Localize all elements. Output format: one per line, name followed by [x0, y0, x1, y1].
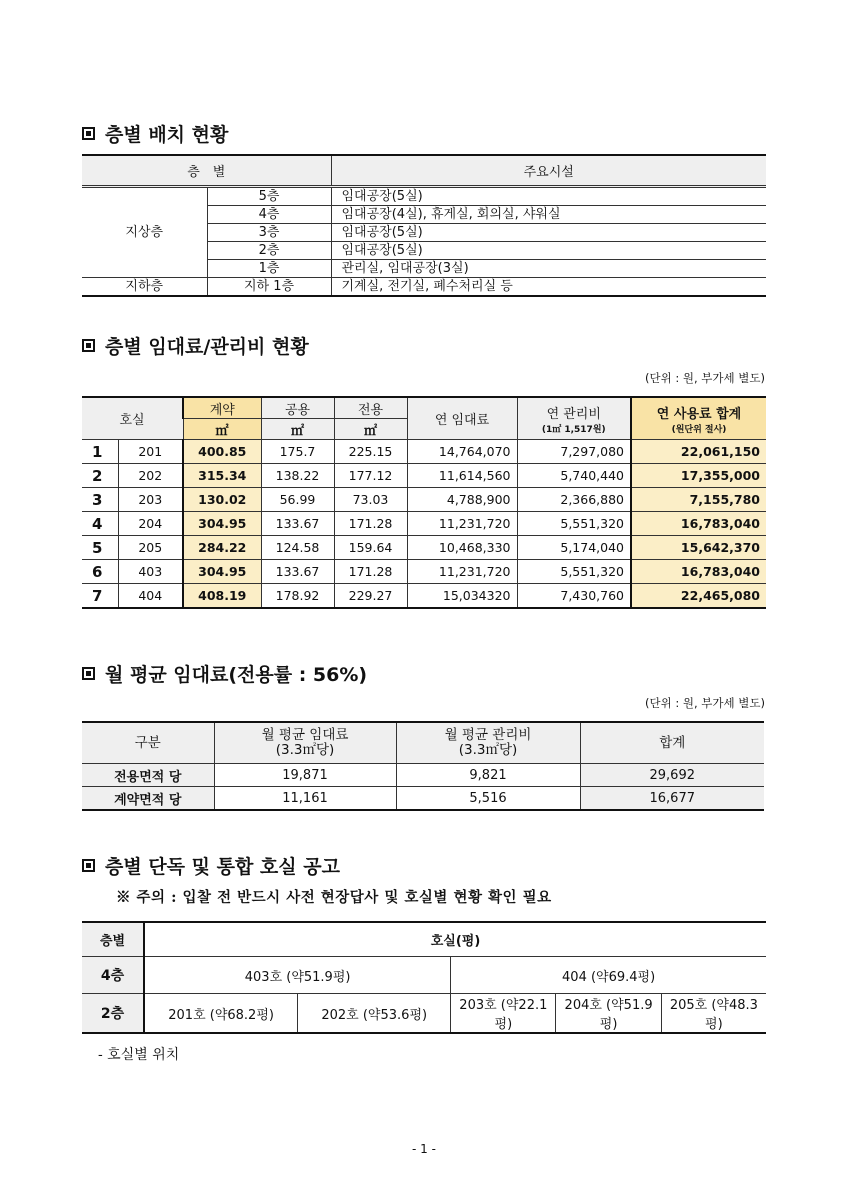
- annual-total-cell: 7,155,780: [631, 488, 766, 512]
- header-category: 구분: [82, 722, 214, 764]
- exclusive-area-cell: 159.64: [334, 536, 407, 560]
- unit-note: (단위 : 원, 부가세 별도): [645, 696, 765, 710]
- room-cell: 404 (약69.4평): [451, 957, 766, 994]
- floor-layout-table: [82, 154, 766, 297]
- section-title-average: [82, 660, 367, 687]
- common-area-cell: 138.22: [261, 464, 334, 488]
- exclusive-area-cell: 225.15: [334, 440, 407, 464]
- facility-cell: 임대공장(5실): [331, 187, 766, 206]
- row-number: 6: [82, 560, 118, 584]
- section-title-text: 층별 단독 및 통합 호실 공고: [105, 856, 340, 878]
- header-total-label: 연 사용료 합계: [656, 406, 742, 422]
- annual-total-cell: 22,465,080: [631, 584, 766, 609]
- annual-rent-cell: 15,034320: [407, 584, 517, 609]
- room-cell: 203호 (약22.1평): [451, 994, 556, 1034]
- unit-contract: ㎡: [183, 419, 261, 440]
- table-row: [82, 187, 766, 206]
- table-row: [82, 560, 766, 584]
- common-area-cell: 56.99: [261, 488, 334, 512]
- common-area-cell: 133.67: [261, 512, 334, 536]
- annual-rent-cell: 4,788,900: [407, 488, 517, 512]
- header-total-sub: (원단위 절사): [671, 424, 727, 435]
- above-ground-label: 지상층: [82, 187, 207, 278]
- row-label: 전용면적 당: [82, 764, 214, 787]
- floor-cell: 4층: [207, 206, 331, 224]
- section-title-notice: [82, 852, 340, 879]
- contract-area-cell: 400.85: [183, 440, 261, 464]
- facility-cell: 임대공장(5실): [331, 224, 766, 242]
- table-row: [82, 994, 766, 1034]
- header-sum: 합계: [580, 722, 764, 764]
- floor-cell: 지하 1층: [207, 278, 331, 297]
- floor-label: 2층: [82, 994, 144, 1034]
- average-table: [82, 721, 764, 811]
- annual-total-cell: 22,061,150: [631, 440, 766, 464]
- floor-cell: 5층: [207, 187, 331, 206]
- annual-rent-cell: 10,468,330: [407, 536, 517, 560]
- page-number: - 1 -: [412, 1142, 436, 1156]
- facility-cell: 기계실, 전기실, 폐수처리실 등: [331, 278, 766, 297]
- rent-table-body: [82, 440, 766, 609]
- room-cell: 201호 (약68.2평): [144, 994, 298, 1034]
- table-row: [82, 440, 766, 464]
- header-floor: 층 별: [82, 155, 331, 187]
- common-area-cell: 133.67: [261, 560, 334, 584]
- room-location-caption: - 호실별 위치: [98, 1047, 180, 1063]
- table-row: [82, 512, 766, 536]
- annual-mgmt-cell: 5,174,040: [517, 536, 631, 560]
- annual-total-cell: 16,783,040: [631, 512, 766, 536]
- header-avg-mgmt-line2: (3.3㎡당): [458, 742, 518, 758]
- row-label: 계약면적 당: [82, 787, 214, 811]
- header-contract: 계약: [183, 397, 261, 419]
- row-number: 2: [82, 464, 118, 488]
- floor-label: 4층: [82, 957, 144, 994]
- annual-rent-cell: 14,764,070: [407, 440, 517, 464]
- floor-cell: 3층: [207, 224, 331, 242]
- contract-area-cell: 304.95: [183, 560, 261, 584]
- row-number: 1: [82, 440, 118, 464]
- room-cell: 403: [118, 560, 183, 584]
- table-row: [82, 488, 766, 512]
- annual-mgmt-cell: 5,551,320: [517, 560, 631, 584]
- exclusive-area-cell: 171.28: [334, 512, 407, 536]
- avg-rent-cell: 11,161: [214, 787, 396, 811]
- room-cell: 201: [118, 440, 183, 464]
- header-avg-rent: [214, 722, 396, 764]
- annual-mgmt-cell: 2,366,880: [517, 488, 631, 512]
- annual-rent-cell: 11,231,720: [407, 560, 517, 584]
- header-room: 호실(평): [144, 922, 766, 957]
- floor-cell: 1층: [207, 260, 331, 278]
- row-number: 5: [82, 536, 118, 560]
- row-number: 7: [82, 584, 118, 609]
- contract-area-cell: 130.02: [183, 488, 261, 512]
- table-row: [82, 536, 766, 560]
- row-number: 3: [82, 488, 118, 512]
- table-row: [82, 464, 766, 488]
- facility-cell: 임대공장(5실): [331, 242, 766, 260]
- header-floor: 층별: [82, 922, 144, 957]
- annual-mgmt-cell: 7,430,760: [517, 584, 631, 609]
- room-cell: 205: [118, 536, 183, 560]
- avg-mgmt-cell: 5,516: [396, 787, 580, 811]
- annual-rent-cell: 11,614,560: [407, 464, 517, 488]
- facility-cell: 임대공장(4실), 휴게실, 회의실, 샤워실: [331, 206, 766, 224]
- table-header-row: [82, 722, 764, 764]
- table-row: [82, 764, 764, 787]
- header-total: [631, 397, 766, 440]
- common-area-cell: 124.58: [261, 536, 334, 560]
- avg-mgmt-cell: 9,821: [396, 764, 580, 787]
- square-bullet-icon: [82, 127, 95, 140]
- header-avg-mgmt-line1: 월 평균 관리비: [444, 727, 532, 743]
- annual-mgmt-cell: 5,551,320: [517, 512, 631, 536]
- table-header-row: [82, 922, 766, 957]
- room-cell: 204: [118, 512, 183, 536]
- section-title-text: 층별 임대료/관리비 현황: [105, 336, 309, 358]
- table-row: [82, 787, 764, 811]
- exclusive-area-cell: 177.12: [334, 464, 407, 488]
- annual-total-cell: 17,355,000: [631, 464, 766, 488]
- square-bullet-icon: [82, 667, 95, 680]
- table-header-row: [82, 155, 766, 187]
- facility-cell: 관리실, 임대공장(3실): [331, 260, 766, 278]
- square-bullet-icon: [82, 339, 95, 352]
- room-cell: 202: [118, 464, 183, 488]
- square-bullet-icon: [82, 859, 95, 872]
- header-room: 호실: [82, 397, 183, 440]
- avg-rent-cell: 19,871: [214, 764, 396, 787]
- row-number: 4: [82, 512, 118, 536]
- annual-mgmt-cell: 7,297,080: [517, 440, 631, 464]
- contract-area-cell: 304.95: [183, 512, 261, 536]
- annual-total-cell: 15,642,370: [631, 536, 766, 560]
- contract-area-cell: 284.22: [183, 536, 261, 560]
- room-cell: 202호 (약53.6평): [298, 994, 451, 1034]
- table-row: [82, 957, 766, 994]
- exclusive-area-cell: 229.27: [334, 584, 407, 609]
- section-title-rent: [82, 332, 309, 359]
- room-cell: 403호 (약51.9평): [144, 957, 451, 994]
- annual-mgmt-cell: 5,740,440: [517, 464, 631, 488]
- room-notice-table: [82, 921, 766, 1034]
- avg-sum-cell: 29,692: [580, 764, 764, 787]
- common-area-cell: 178.92: [261, 584, 334, 609]
- caution-note: ※ 주의 : 입찰 전 반드시 사전 현장답사 및 호실별 현황 확인 필요: [116, 889, 552, 906]
- header-avg-mgmt: [396, 722, 580, 764]
- rent-table: [82, 396, 766, 609]
- avg-sum-cell: 16,677: [580, 787, 764, 811]
- section-title-floor-layout: [82, 120, 228, 147]
- contract-area-cell: 408.19: [183, 584, 261, 609]
- header-avg-rent-line1: 월 평균 임대료: [261, 727, 349, 743]
- unit-exclusive: ㎡: [334, 419, 407, 440]
- table-row: [82, 584, 766, 609]
- unit-note: (단위 : 원, 부가세 별도): [645, 371, 765, 385]
- common-area-cell: 175.7: [261, 440, 334, 464]
- table-row: [82, 278, 766, 297]
- room-cell: 204호 (약51.9평): [556, 994, 661, 1034]
- annual-rent-cell: 11,231,720: [407, 512, 517, 536]
- header-facility: 주요시설: [331, 155, 766, 187]
- underground-label: 지하층: [82, 278, 207, 297]
- exclusive-area-cell: 73.03: [334, 488, 407, 512]
- room-cell: 203: [118, 488, 183, 512]
- header-annual-mgmt: [517, 397, 631, 440]
- annual-total-cell: 16,783,040: [631, 560, 766, 584]
- unit-common: ㎡: [261, 419, 334, 440]
- header-common: 공용: [261, 397, 334, 419]
- header-annual-rent: 연 임대료: [407, 397, 517, 440]
- room-cell: 205호 (약48.3평): [661, 994, 766, 1034]
- contract-area-cell: 315.34: [183, 464, 261, 488]
- header-exclusive: 전용: [334, 397, 407, 419]
- section-title-text: 층별 배치 현황: [105, 124, 229, 146]
- table-header-row: [82, 397, 766, 419]
- room-cell: 404: [118, 584, 183, 609]
- floor-cell: 2층: [207, 242, 331, 260]
- header-avg-rent-line2: (3.3㎡당): [275, 742, 335, 758]
- section-title-text: 월 평균 임대료(전용률 : 56%): [105, 664, 368, 686]
- header-annual-mgmt-sub: (1㎡ 1,517원): [541, 424, 606, 435]
- header-annual-mgmt-label: 연 관리비: [546, 406, 601, 422]
- exclusive-area-cell: 171.28: [334, 560, 407, 584]
